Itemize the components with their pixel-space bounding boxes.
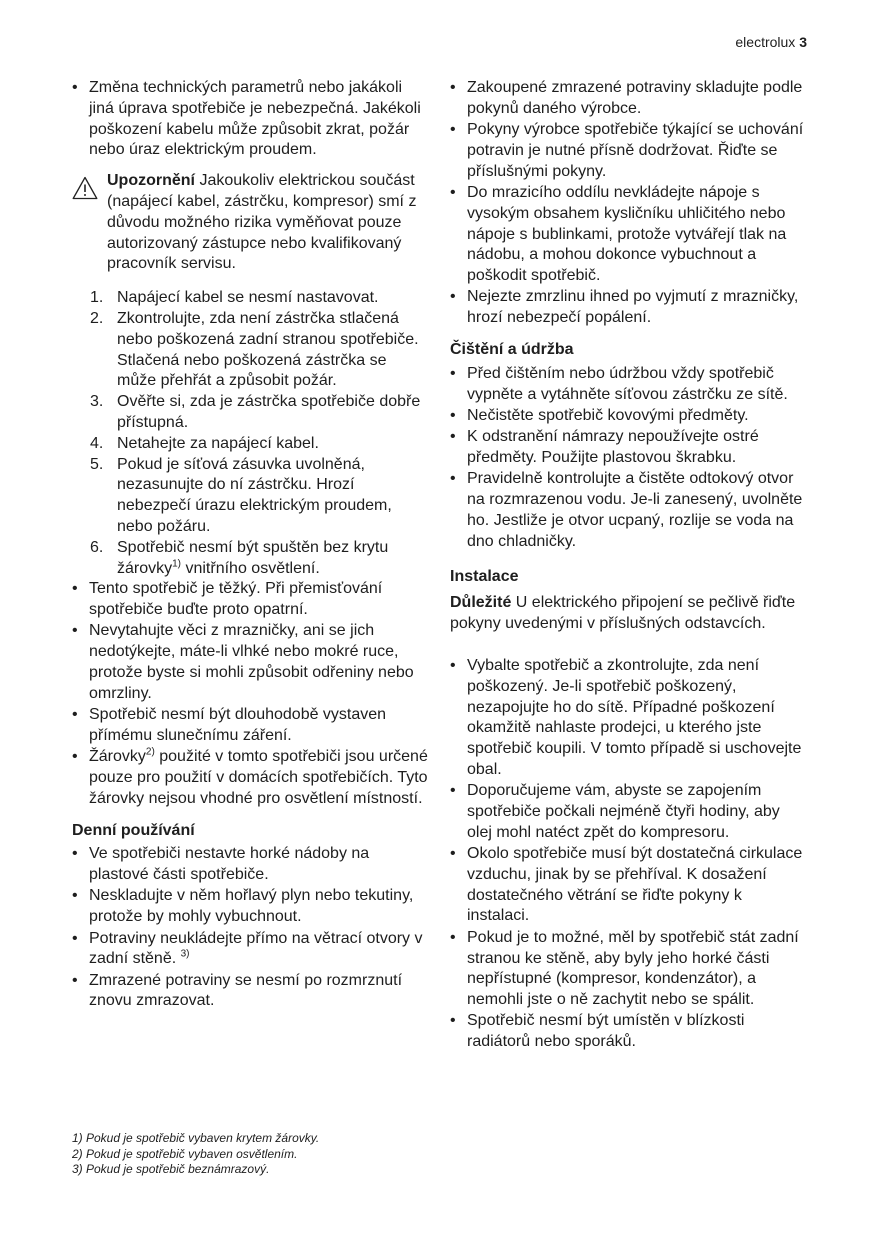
list-item: • Nečistěte spotřebič kovovými předměty. (450, 406, 806, 427)
list-item-text: Žárovky (89, 748, 146, 766)
step-item (90, 288, 428, 309)
page-number: 3 (799, 34, 807, 50)
warning-triangle-icon (72, 176, 98, 200)
storage-list (450, 78, 806, 329)
step-item (90, 455, 428, 538)
cleaning-list (450, 364, 806, 553)
list-item: • Nejezte zmrzlinu ihned po vyjmutí z mrazničky, hrozí nebezpečí popálení. (450, 287, 806, 329)
step-item (90, 434, 428, 455)
important-text: U elektrického připojení se pečlivě řiďte pokyny uvedenými v příslušných odstavcích. (450, 594, 796, 633)
list-item: • Doporučujeme vám, abyste se zapojením spotřebiče počkali nejméně čtyři hodiny, aby olej mohl natéct zpět do kompresoru. (450, 781, 806, 843)
step-text: Zkontrolujte, zda není zástrčka stlačená nebo poškozená zadní stranou spotřebiče. Stlačená nebo poškozená zástrčka se může přehřát a způsobit požár. (117, 309, 419, 390)
list-item: • Změna technických parametrů nebo jakákoli jiná úprava spotřebiče je nebezpečná. Jakékoli poškození kabelu může způsobit zkrat, požár nebo úraz elektrickým proudem. (72, 78, 428, 161)
important-note (450, 593, 806, 635)
list-item (72, 747, 428, 809)
list-item: • K odstranění námrazy nepoužívejte ostré předměty. Použijte plastovou škrabku. (450, 427, 806, 469)
list-item-text: Potraviny neukládejte přímo na větrací otvory v zadní stěně. (89, 929, 423, 968)
list-item (72, 929, 428, 971)
footnote-ref: 2) (145, 746, 155, 758)
step-text: vnitřního osvětlení. (181, 559, 320, 577)
step-number: 1. (90, 289, 104, 307)
important-label: Důležité (450, 594, 512, 612)
installation-list (450, 656, 806, 1053)
list-item-text: použité v tomto spotřebiči jsou určené pouze pro použití v domácích spotřebičích. Tyto žárovky nejsou vhodné pro osvětlení místností. (89, 748, 428, 807)
safety-list-top (72, 78, 428, 161)
section-heading-cleaning: Čištění a údržba (450, 341, 574, 359)
footnote: 1) Pokud je spotřebič vybaven krytem žárovky. (72, 1131, 320, 1145)
daily-use-list (72, 844, 428, 1012)
left-column (72, 78, 428, 1013)
step-item (90, 538, 428, 580)
page-header (735, 33, 807, 51)
step-text: Netahejte za napájecí kabel. (117, 434, 319, 452)
list-item: • Zmrazené potraviny se nesmí po rozmrznutí znovu zmrazovat. (72, 971, 428, 1013)
list-item: • Spotřebič nesmí být umístěn v blízkosti radiátorů nebo sporáků. (450, 1011, 806, 1053)
section-heading-daily-use: Denní používání (72, 821, 195, 839)
footnotes (72, 1131, 319, 1178)
step-text: Napájecí kabel se nesmí nastavovat. (117, 289, 379, 307)
list-item: • Vybalte spotřebič a zkontrolujte, zda není poškozený. Je-li spotřebič poškozený, nezapojujte ho do sítě. Případné poškození okamžitě nahlaste prodejci, u kterého jste spotřebič koupili. V tomto případě si uschovejte obal. (450, 656, 806, 781)
warning-block (72, 171, 428, 275)
footnote: 3) Pokud je spotřebič beznámrazový. (72, 1162, 270, 1176)
list-item: • Pravidelně kontrolujte a čistěte odtokový otvor na rozmrazenou vodu. Je-li zanesený, uvolněte ho. Jestliže je otvor ucpaný, rozlije se voda na dno chladničky. (450, 469, 806, 552)
step-number: 3. (90, 393, 104, 411)
list-item: • Ve spotřebiči nestavte horké nádoby na plastové části spotřebiče. (72, 844, 428, 886)
list-item: • Tento spotřebič je těžký. Při přemisťování spotřebiče buďte proto opatrní. (72, 579, 428, 621)
footnote-ref: 3) (180, 949, 190, 961)
right-column (450, 78, 806, 1054)
list-item: • Nevytahujte věci z mrazničky, ani se jich nedotýkejte, máte-li vlhké nebo mokré ruce, protože byste si mohli způsobit odřeniny nebo omrzliny. (72, 621, 428, 704)
section-heading-installation: Instalace (450, 567, 519, 585)
list-item: • Do mrazicího oddílu nevkládejte nápoje s vysokým obsahem kysličníku uhličitého nebo nápoje s bublinkami, protože vytvářejí tlak na nádobu, a mohou dokonce vybuchnout a poškodit spotřebič. (450, 183, 806, 287)
brand-name: electrolux (735, 34, 796, 50)
step-item (90, 392, 428, 434)
step-item (90, 309, 428, 392)
warning-label: Upozornění (107, 172, 195, 190)
step-text: Ověřte si, zda je zástrčka spotřebiče dobře přístupná. (117, 393, 421, 431)
list-item: • Okolo spotřebiče musí být dostatečná cirkulace vzduchu, jinak by se přehříval. K dosažení dostatečného větrání se řiďte pokyny k instalaci. (450, 844, 806, 927)
list-item: • Neskladujte v něm hořlavý plyn nebo tekutiny, protože by mohly vybuchnout. (72, 886, 428, 928)
step-number: 6. (90, 538, 104, 556)
step-number: 2. (90, 309, 104, 327)
step-text: Pokud je síťová zásuvka uvolněná, nezasunujte do ní zástrčku. Hrozí nebezpečí úrazu elektrickým proudem, nebo požáru. (117, 455, 392, 535)
footnote: 2) Pokud je spotřebič vybaven osvětlením. (72, 1146, 298, 1161)
step-number: 5. (90, 455, 104, 473)
list-item: • Zakoupené zmrazené potraviny skladujte podle pokynů daného výrobce. (450, 78, 806, 120)
numbered-steps (72, 288, 428, 579)
list-item: • Pokyny výrobce spotřebiče týkající se uchování potravin je nutné přísně dodržovat. Řiďte se příslušnými pokyny. (450, 120, 806, 182)
warning-text: Jakoukoliv elektrickou součást (napájecí kabel, zástrčku, kompresor) smí z důvodu možného rizika vyměňovat pouze autorizovaný zástupce nebo kvalifikovaný pracovník servisu. (107, 172, 417, 273)
list-item: • Pokud je to možné, měl by spotřebič stát zadní stranou ke stěně, aby byly jeho horké části nepřístupné (kompresor, kondenzátor), a nemohli jste o ně zachytit nebo se spálit. (450, 928, 806, 1011)
step-text: Spotřebič nesmí být spuštěn bez krytu žárovky (117, 538, 389, 577)
list-item: • Spotřebič nesmí být dlouhodobě vystaven přímému slunečnímu záření. (72, 705, 428, 747)
list-item: • Před čištěním nebo údržbou vždy spotřebič vypněte a vytáhněte síťovou zástrčku ze sítě. (450, 364, 806, 406)
step-number: 4. (90, 434, 104, 452)
safety-list (72, 579, 428, 809)
footnote-ref: 1) (172, 558, 182, 570)
